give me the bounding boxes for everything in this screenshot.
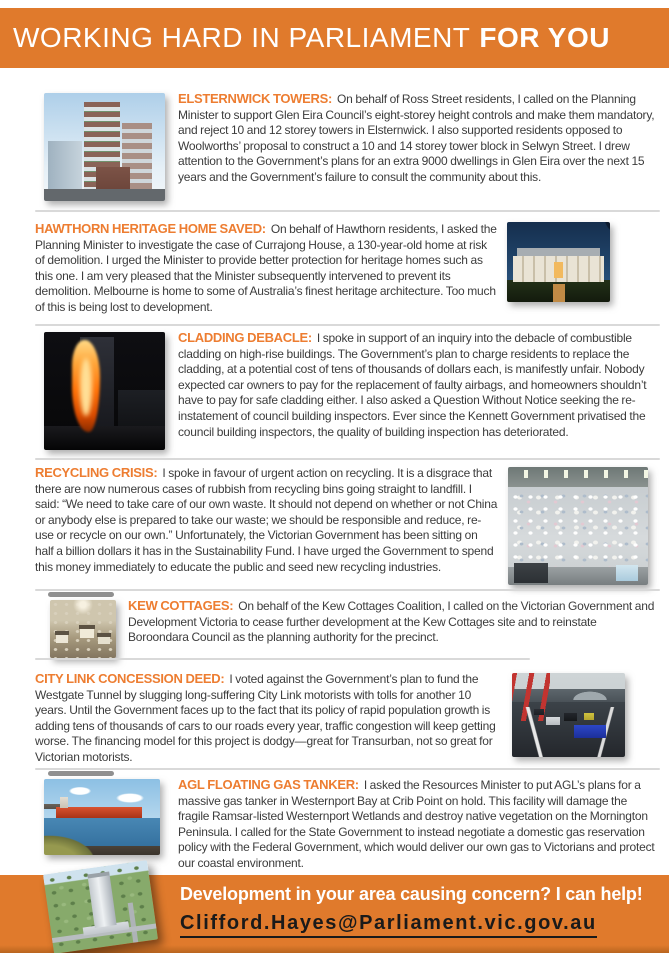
section-heading: AGL FLOATING GAS TANKER: (178, 777, 359, 792)
section-body: I asked the Resources Minister to put AGL’s plans for a massive gas tanker in Westernport Bay at Crib Point on hold. This facility will damage the fragile Ramsar-listed Westernport Wetlands and destroy native vegetation on the Mornington Peninsula. I called for the State Government to instead negotiate a domestic gas reservation policy with the Federal Government, which would deliver our own gas to Victorians and protect our coastal environment. (178, 778, 655, 870)
section-hawthorn-heritage (35, 221, 660, 316)
section-divider (35, 768, 660, 770)
section-kew-cottages (35, 598, 660, 658)
section-text (178, 330, 660, 440)
header-banner (0, 8, 669, 68)
section-divider (35, 210, 660, 212)
section-body: On behalf of Ross Street residents, I called on the Planning Minister to support Glen Eira Council’s eight-storey height controls and make them mandatory, and reject 10 and 12 storey towers in Elsternwick. I also supported residents opposed to Woolworths’ proposal to construct a 10 and 14 storey tower block in Selwyn Street. I drew attention to the Government’s plans for an extra 9000 dwellings in Glen Eira over the next 15 years and the Government’s failure to consult the community about this. (178, 92, 655, 184)
footer-banner (0, 875, 669, 953)
section-text (35, 221, 497, 316)
section-body: On behalf of Hawthorn residents, I asked the Planning Minister to investigate the case of Currajong House, a 130-year-old home at risk of demolition. I urged the Minister to provide better protection for heritage homes such as this one. I am very pleased that the Minister subsequently intervened to prevent its demolition. Melbourne is home to some of Australia’s finest heritage architecture. Too much of this is being lost to development. (35, 222, 497, 314)
section-heading: CLADDING DEBACLE: (178, 330, 312, 345)
section-divider (35, 324, 660, 326)
footer-text (180, 884, 643, 938)
section-divider (35, 589, 660, 591)
elsternwick-towers-photo (44, 93, 165, 201)
section-heading: CITY LINK CONCESSION DEED: (35, 671, 225, 686)
section-body: On behalf of the Kew Cottages Coalition, I called on the Victorian Government and Development Victoria to cease further development at the Kew Cottages site and to reinstate Boroondara Council as the planning authority for the precinct. (128, 599, 655, 645)
recycling-pile-photo (508, 467, 648, 585)
section-text (178, 777, 660, 872)
heritage-house-photo (507, 222, 610, 302)
section-body: I spoke in favour of urgent action on recycling. It is a disgrace that there are now numerous cases of rubbish from recycling bins going straight to landfill. I said: “We need to take care of our own waste. It should not depend on whether or not China or anybody else is prepared to take our waste; we should be responsible and reduce, re-use or recycle on our own.” Unfortunately, the Victorian Government has been sitting on half a billion dollars it has in the Sustainability Fund. I have urged the Government to spend this money immediately to educate the public and seed new recycling industries. (35, 466, 498, 574)
divider-accent-bar (48, 592, 114, 597)
section-text (128, 598, 660, 646)
section-text (35, 465, 498, 575)
flame-core-shape (80, 358, 92, 416)
contact-email-link[interactable]: Clifford.Hayes@Parliament.vic.gov.au (180, 912, 597, 938)
section-recycling-crisis (35, 465, 660, 585)
section-text (35, 671, 500, 766)
page-title-regular: WORKING HARD IN PARLIAMENT (13, 22, 471, 53)
section-divider (35, 458, 660, 460)
gas-tanker-photo (44, 779, 160, 855)
section-text (178, 91, 660, 186)
section-body: I voted against the Government’s plan to fund the Westgate Tunnel by slugging long-suffering City Link motorists with tolls for another 10 years. Until the Government faces up to the fact that its policy of rapid population growth is adding tens of thousands of cars to our roads every year, traffic congestion will keep getting worse. The financing model for this project is dodgy—great for Transurban, not so great for Victorian motorists. (35, 672, 496, 764)
kew-cottages-photo (50, 600, 116, 658)
section-cladding-debacle (35, 330, 660, 450)
burning-tower-photo (44, 332, 165, 450)
page-title-bold: FOR YOU (479, 22, 610, 53)
freeway-traffic-photo (512, 673, 625, 757)
divider-accent-bar (48, 771, 114, 776)
footer-callout: Development in your area causing concern? I can help! (180, 884, 643, 904)
section-heading: KEW COTTAGES: (128, 598, 234, 613)
section-heading: ELSTERNWICK TOWERS: (178, 91, 332, 106)
section-agl-gas-tanker (35, 777, 660, 872)
section-elsternwick-towers (35, 91, 660, 201)
tower-aerial-photo (43, 860, 158, 953)
page-title (13, 22, 610, 54)
section-body: I spoke in support of an inquiry into the debacle of combustible cladding on high-rise buildings. The Government’s plan to charge residents to replace the cladding, at a potential cost of tens of thousands of dollars each, is manifestly unfair. Nobody expected car owners to pay for the replacement of faulty airbags, and homeowners shouldn’t have to pay for safe cladding either. I also asked a Question Without Notice seeking the re-instatement of council building inspectors. Ever since the Kennett Government privatised the council building inspectors, the quality of building inspection has deteriorated. (178, 331, 647, 439)
section-heading: RECYCLING CRISIS: (35, 465, 158, 480)
section-heading: HAWTHORN HERITAGE HOME SAVED: (35, 221, 266, 236)
section-citylink-deed (35, 671, 660, 766)
section-divider (35, 658, 530, 660)
